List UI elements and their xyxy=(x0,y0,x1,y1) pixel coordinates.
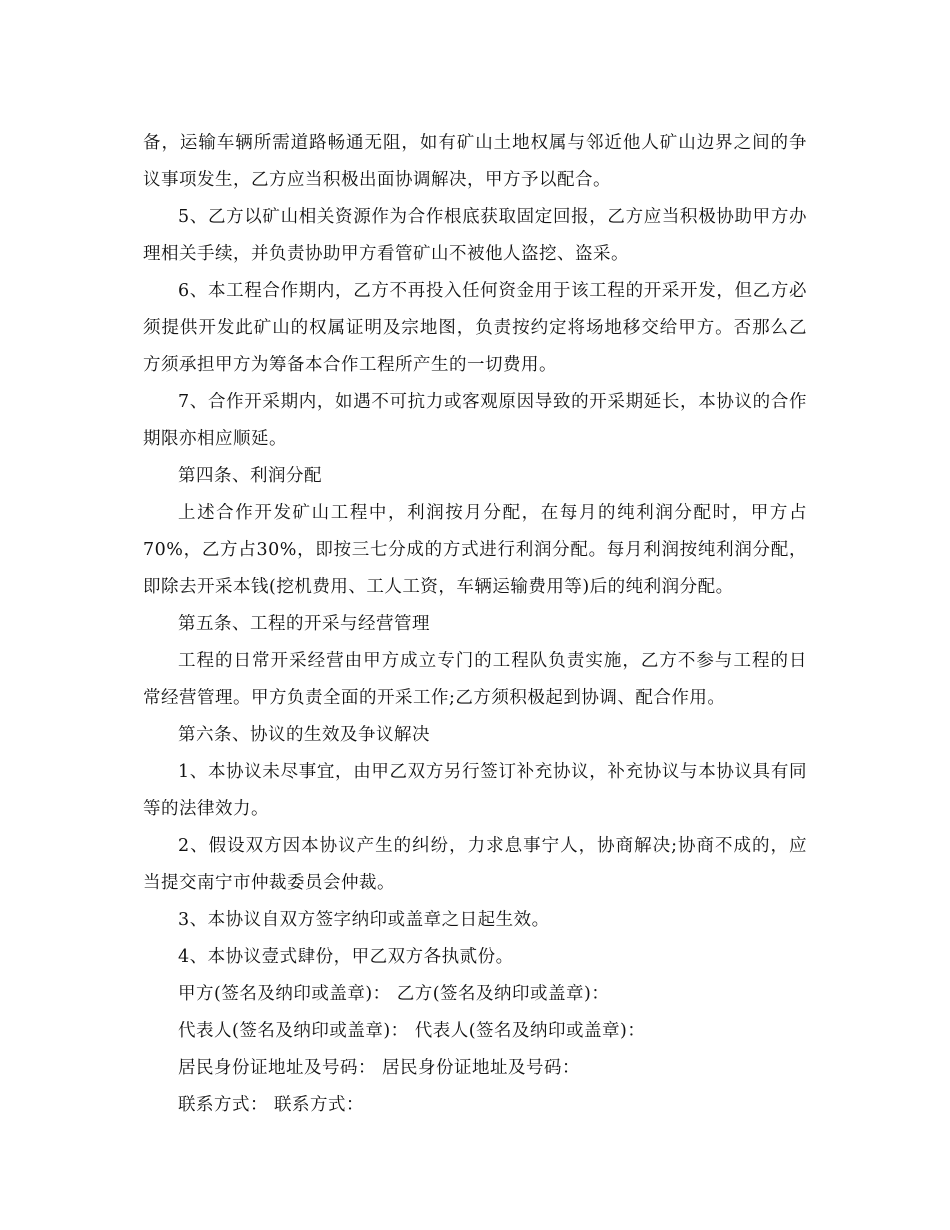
paragraph-dispute-clause-2: 2、假设双方因本协议产生的纠纷，力求息事宁人，协商解决;协商不成的，应当提交南宁市仲裁委员会仲裁。 xyxy=(143,836,807,893)
signature-line-representatives: 代表人(签名及纳印或盖章)： 代表人(签名及纳印或盖章)： xyxy=(178,1021,646,1041)
section-heading-article-4: 第四条、利润分配 xyxy=(178,466,322,486)
signature-line-parties: 甲方(签名及纳印或盖章)： 乙方(签名及纳印或盖章)： xyxy=(178,984,610,1004)
paragraph-dispute-clause-1: 1、本协议未尽事宜，由甲乙双方另行签订补充协议，补充协议与本协议具有同等的法律效力。 xyxy=(143,762,807,819)
section-heading-article-6: 第六条、协议的生效及争议解决 xyxy=(178,725,430,745)
signature-line-contact: 联系方式： 联系方式： xyxy=(178,1095,365,1115)
section-heading-article-5: 第五条、工程的开采与经营管理 xyxy=(178,614,430,634)
signature-line-id-address: 居民身份证地址及号码： 居民身份证地址及号码： xyxy=(178,1058,581,1078)
paragraph-profit-distribution: 上述合作开发矿山工程中，利润按月分配，在每月的纯利润分配时，甲方占70%，乙方占30%，即按三七分成的方式进行利润分配。每月利润按纯利润分配，即除去开采本钱(挖机费用、工人工资，车辆运输费用等)后的纯利润分配。 xyxy=(143,503,807,597)
paragraph-clause-continuation: 备，运输车辆所需道路畅通无阻，如有矿山土地权属与邻近他人矿山边界之间的争议事项发生，乙方应当积极出面协调解决，甲方予以配合。 xyxy=(143,133,807,190)
paragraph-operation-management: 工程的日常开采经营由甲方成立专门的工程队负责实施，乙方不参与工程的日常经营管理。甲方负责全面的开采工作;乙方须积极起到协调、配合作用。 xyxy=(143,651,807,708)
paragraph-dispute-clause-3: 3、本协议自双方签字纳印或盖章之日起生效。 xyxy=(178,910,550,930)
paragraph-dispute-clause-4: 4、本协议壹式肆份，甲乙双方各执贰份。 xyxy=(178,947,514,967)
paragraph-clause-7: 7、合作开采期内，如遇不可抗力或客观原因导致的开采期延长，本协议的合作期限亦相应顺延。 xyxy=(143,392,807,449)
document-body xyxy=(143,125,807,1124)
paragraph-clause-5: 5、乙方以矿山相关资源作为合作根底获取固定回报，乙方应当积极协助甲方办理相关手续，并负责协助甲方看管矿山不被他人盗挖、盗采。 xyxy=(143,207,807,264)
paragraph-clause-6: 6、本工程合作期内，乙方不再投入任何资金用于该工程的开采开发，但乙方必须提供开发此矿山的权属证明及宗地图，负责按约定将场地移交给甲方。否那么乙方须承担甲方为筹备本合作工程所产生的一切费用。 xyxy=(143,281,807,375)
